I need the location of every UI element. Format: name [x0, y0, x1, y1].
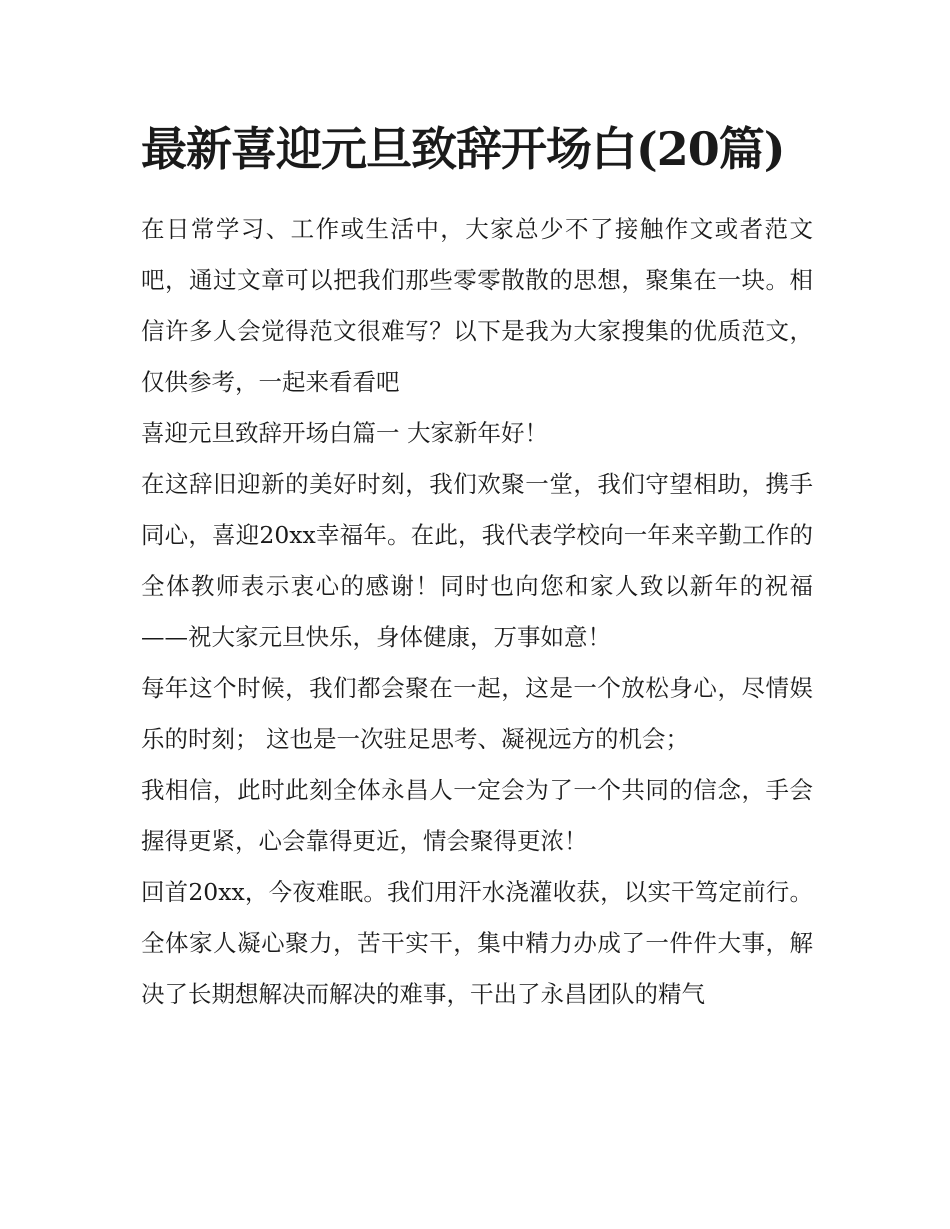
body-paragraph: 每年这个时候，我们都会聚在一起，这是一个放松身心，尽情娱乐的时刻； 这也是一次驻足思考、凝视远方的机会； [141, 674, 813, 753]
body-paragraph: 回首20xx，今夜难眠。我们用汗水浇灌收获，以实干笃定前行。全体家人凝心聚力，苦干实干，集中精力办成了一件件大事，解决了长期想解决而解决的难事，干出了永昌团队的精气 [141, 878, 813, 1008]
document-body [141, 112, 813, 1020]
document-title: 最新喜迎元旦致辞开场白(20篇) [141, 122, 785, 176]
body-paragraph: 在这辞旧迎新的美好时刻，我们欢聚一堂，我们守望相助，携手同心，喜迎20xx幸福年。在此，我代表学校向一年来辛勤工作的全体教师表示衷心的感谢！同时也向您和家人致以新年的祝福——祝大家元旦快乐，身体健康，万事如意！ [141, 470, 813, 651]
intro-paragraph: 在日常学习、工作或生活中，大家总少不了接触作文或者范文吧，通过文章可以把我们那些零零散散的思想，聚集在一块。相信许多人会觉得范文很难写？以下是我为大家搜集的优质范文，仅供参考，一起来看看吧 [141, 215, 813, 396]
body-paragraph: 我相信，此时此刻全体永昌人一定会为了一个共同的信念，手会握得更紧，心会靠得更近，情会聚得更浓！ [141, 776, 813, 855]
section-heading-paragraph: 喜迎元旦致辞开场白篇一 大家新年好！ [141, 419, 548, 447]
